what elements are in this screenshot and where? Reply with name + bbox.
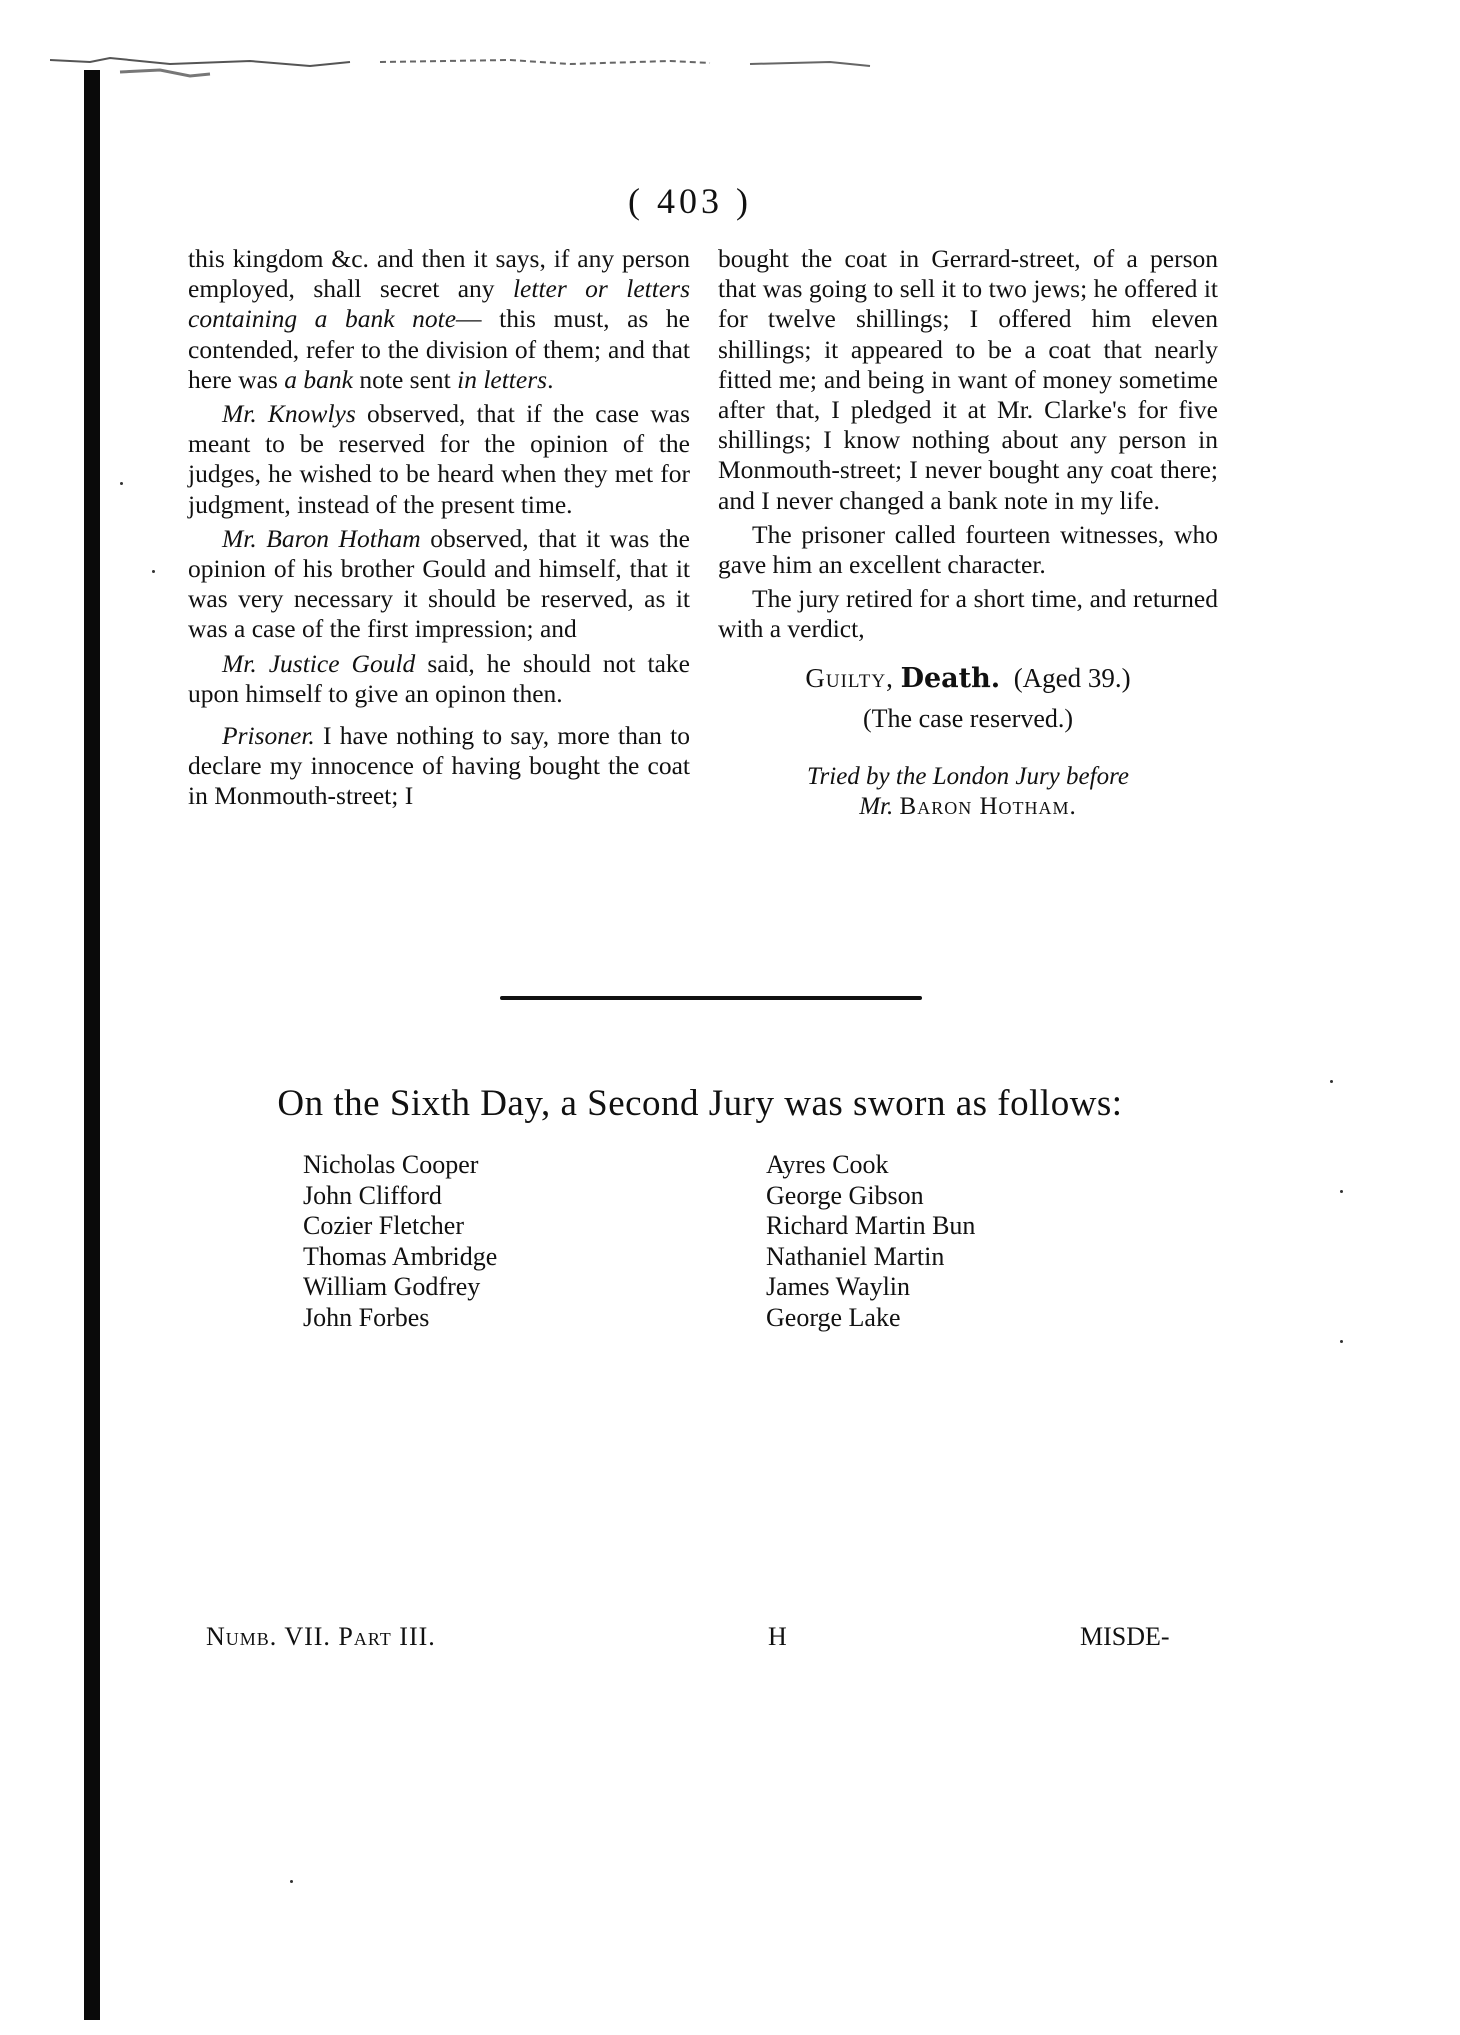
juror-name: George Gibson — [766, 1180, 924, 1210]
juror-list-right — [766, 1150, 975, 1333]
verdict-block — [718, 663, 1218, 822]
paragraph-prisoner: Prisoner. I have nothing to say, more than to declare my innocence of having bought the coat in Monmouth-street; I — [188, 721, 690, 811]
case-reserved-note: (The case reserved.) — [862, 703, 1074, 733]
scan-speck — [1330, 1080, 1333, 1083]
paragraph-witnesses: The prisoner called fourteen witnesses, who gave him an excellent character. — [718, 519, 1218, 580]
footer-sheet-mark: H — [768, 1622, 787, 1651]
paragraph-jury-retired: The jury retired for a short time, and returned with a verdict, — [718, 584, 1218, 644]
scan-speck — [120, 482, 123, 485]
juror-name: Ayres Cook — [766, 1150, 889, 1179]
tried-by-note: Tried by the London Jury before Mr. Baron Hotham. — [807, 763, 1129, 821]
paragraph-statute: this kingdom &c. and then it says, if any person employed, shall secret any letter or letters containing a bank note— this must, as he contended, refer to the division of them; and that here was a bank note sent in letters. — [188, 244, 690, 394]
section-rule — [500, 996, 922, 1000]
footer-signature: Numb. VII. Part III. — [206, 1622, 436, 1651]
paragraph-knowlys: Mr. Knowlys observed, that if the case was meant to be reserved for the opinion of the judges, he wished to be heard when they met for judgment, instead of the present time. — [188, 399, 690, 519]
scan-speck — [290, 1880, 293, 1883]
paragraph-hotham: Mr. Baron Hotham observed, that it was the opinion of his brother Gould and himself, that it was very necessary it should be reserved, as it was a case of the first impression; and — [188, 523, 690, 644]
juror-name: James Waylin — [766, 1272, 911, 1301]
right-column — [718, 244, 1218, 822]
paragraph-gould: Mr. Justice Gould said, he should not take upon himself to give an opinon then. — [188, 648, 690, 708]
scan-speck — [1340, 1190, 1343, 1193]
juror-name: Nicholas Cooper — [303, 1150, 479, 1179]
binding-edge — [84, 70, 100, 2020]
verdict-line: Guilty, Death. (Aged 39.) — [805, 662, 1131, 694]
juror-name: Thomas Ambridge — [303, 1241, 498, 1271]
juror-name: John Forbes — [303, 1302, 430, 1332]
juror-name: John Clifford — [303, 1180, 442, 1210]
left-column — [188, 244, 690, 816]
scan-speck — [1340, 1340, 1343, 1343]
paragraph-prisoner-continued: bought the coat in Gerrard-street, of a person that was going to sell it to two jews; he offered it for twelve shillings; I offered him eleven shillings; it appeared to be a coat that nearly fitted me; and being in want of money sometime after that, I pledged it at Mr. Clarke's for five shillings; I know nothing about any person in Monmouth-street; I never bought any coat there; and I never changed a bank note in my life. — [718, 244, 1218, 515]
juror-name: Nathaniel Martin — [766, 1241, 945, 1271]
page-number: ( 403 ) — [628, 181, 752, 221]
scan-noise — [50, 52, 1390, 82]
juror-name: George Lake — [766, 1302, 901, 1332]
juror-name: Cozier Fletcher — [303, 1211, 464, 1240]
footer-catchword: MISDE- — [1080, 1622, 1170, 1651]
juror-name: Richard Martin Bun — [766, 1211, 976, 1240]
scan-speck — [152, 570, 155, 573]
juror-list-left — [303, 1150, 497, 1333]
jury-heading: On the Sixth Day, a Second Jury was sworn as follows: — [277, 1083, 1123, 1124]
juror-name: William Godfrey — [303, 1272, 481, 1301]
